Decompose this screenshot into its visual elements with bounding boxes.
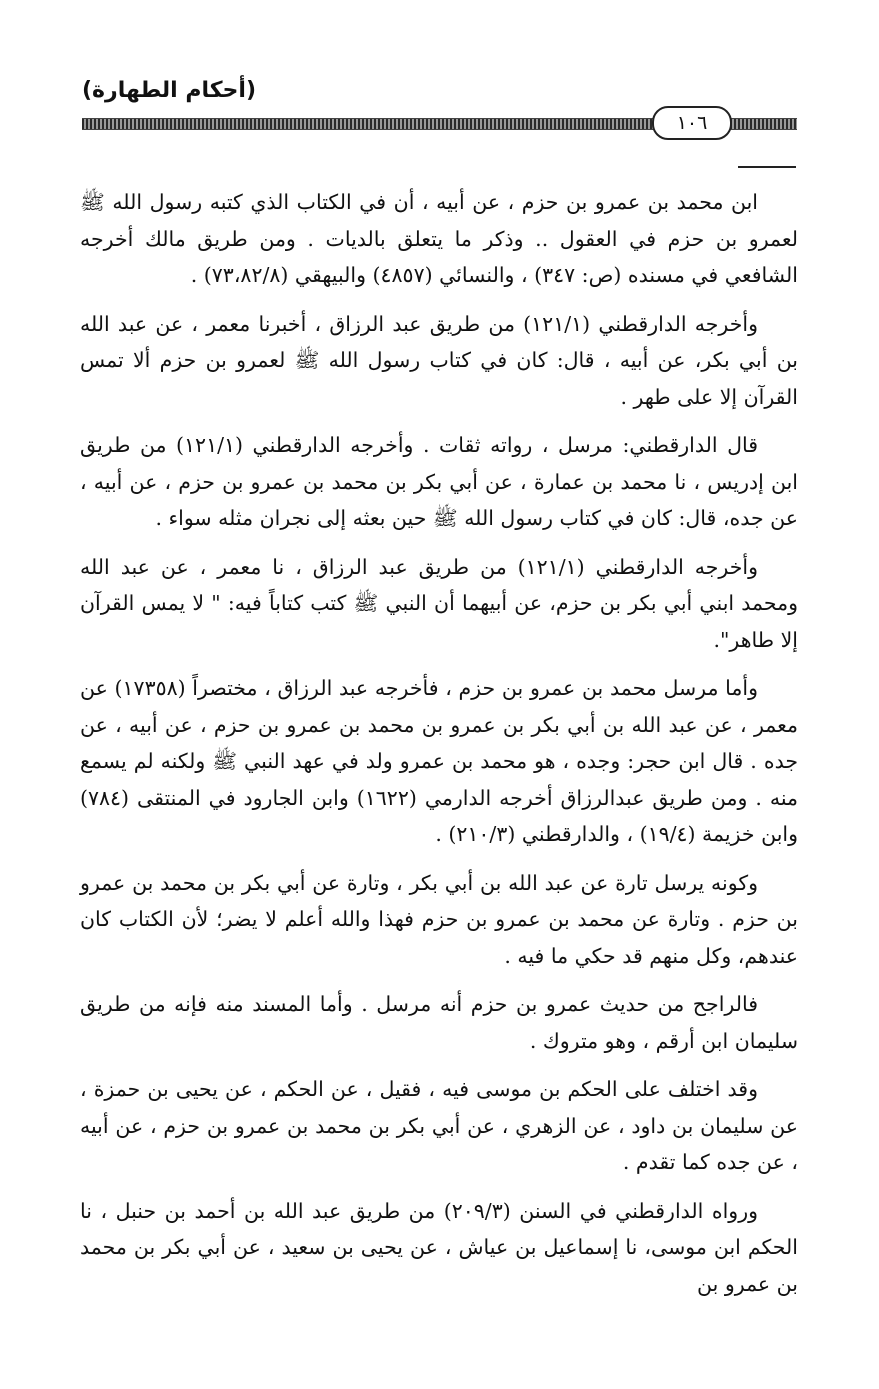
paragraph: وأما مرسل محمد بن عمرو بن حزم ، فأخرجه عبد الرزاق ، مختصراً (١٧٣٥٨) عن معمر ، عن عبد الله بن أبي بكر بن عمرو بن محمد بن عمرو بن حزم ، عن أبيه ، عن جده . قال ابن حجر: وجده ، هو محمد بن عمرو ولد في عهد النبي ﷺ ولكنه لم يسمع منه . ومن طريق عبدالرزاق أخرجه الدارمي (١٦٢٢) وابن الجارود في المنتقى (٧٨٤) وابن خزيمة (١٩/٤) ، والدارقطني (٢١٠/٣) . (80, 676, 799, 846)
paragraph: وأخرجه الدارقطني (١٢١/١) من طريق عبد الرزاق ، أخبرنا معمر ، عن عبد الله بن أبي بكر، عن أبيه ، قال: كان في كتاب رسول الله ﷺ لعمرو بن حزم ألا تمس القرآن إلا على طهر . (80, 311, 798, 409)
paragraph: ورواه الدارقطني في السنن (٢٠٩/٣) من طريق عبد الله بن أحمد بن حنبل ، نا الحكم ابن موسى، نا إسماعيل بن عياش ، عن يحيى بن سعيد ، عن أبي بكر بن محمد بن عمرو بن (80, 1198, 798, 1296)
paragraph: قال الدارقطني: مرسل ، رواته ثقات . وأخرجه الدارقطني (١٢١/١) من طريق ابن إدريس ، نا محمد بن عمارة ، عن أبي بكر بن محمد بن عمرو بن حزم ، عن أبيه ، عن جده، قال: كان في كتاب رسول الله ﷺ حين بعثه إلى نجران مثله سواء . (80, 433, 798, 530)
page-number: ١٠٦ (652, 106, 732, 140)
paragraph: وأخرجه الدارقطني (١٢١/١) من طريق عبد الرزاق ، نا معمر ، عن عبد الله ومحمد ابني أبي بكر بن حزم، عن أبيهما أن النبي ﷺ كتب كتاباً فيه: " لا يمس القرآن إلا طاهر". (80, 554, 798, 652)
paragraph: فالراجح من حديث عمرو بن حزم أنه مرسل . وأما المسند منه فإنه من طريق سليمان ابن أرقم ، وهو متروك . (80, 992, 798, 1053)
footnote-text (80, 184, 798, 1314)
running-header-title: (أحكام الطهارة) (82, 78, 257, 103)
paragraph: ابن محمد بن عمرو بن حزم ، عن أبيه ، أن في الكتاب الذي كتبه رسول الله ﷺ لعمرو بن حزم في العقول .. وذكر ما يتعلق بالديات . ومن طريق مالك أخرجه الشافعي في مسنده (ص: ٣٤٧) ، والنسائي (٤٨٥٧) والبيهقي (٧٣،٨٢/٨) . (80, 190, 798, 287)
footnote-separator (738, 166, 796, 168)
paragraph: وقد اختلف على الحكم بن موسى فيه ، فقيل ، عن الحكم ، عن يحيى بن حمزة ، عن سليمان بن داود ، عن الزهري ، عن أبي بكر بن محمد بن عمرو بن حزم ، عن أبيه ، عن جده كما تقدم . (80, 1077, 798, 1174)
paragraph: وكونه يرسل تارة عن عبد الله بن أبي بكر ، وتارة عن أبي بكر بن محمد بن عمرو بن حزم . وتارة عن محمد بن عمرو بن حزم فهذا والله أعلم لا يضر؛ لأن الكتاب كان عندهم، وكل منهم قد حكي ما فيه . (80, 870, 798, 968)
